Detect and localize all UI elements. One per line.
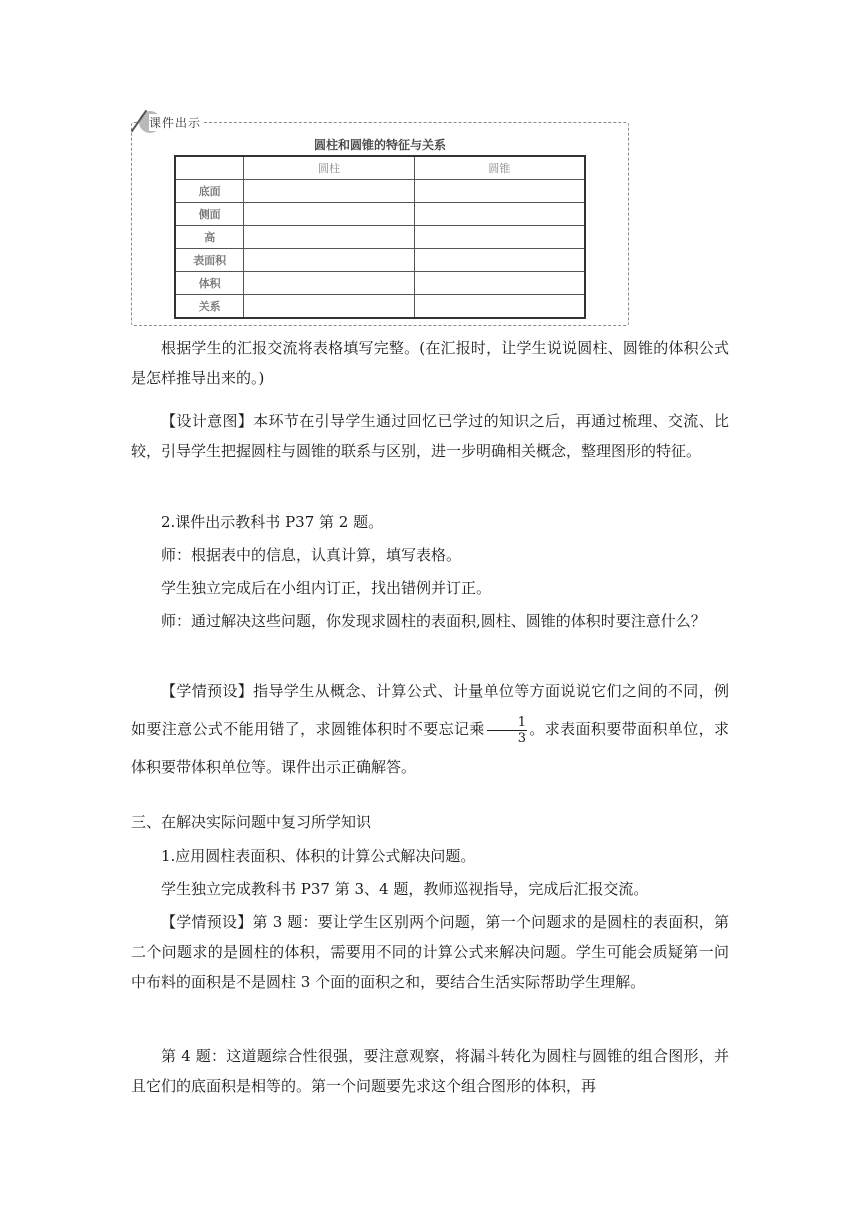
table-row <box>175 203 585 226</box>
table-title: 圆柱和圆锥的特征与关系 <box>313 138 446 152</box>
fraction-numerator: 1 <box>487 715 527 731</box>
paragraph-independent-work: 学生独立完成教科书 P37 第 3、4 题，教师巡视指导，完成后汇报交流。 <box>161 880 649 898</box>
paragraph-teacher-2: 师：通过解决这些问题，你发现求圆柱的表面积,圆柱、圆锥的体积时要注意什么？ <box>161 612 706 630</box>
table-header-cone: 圆锥 <box>414 156 585 180</box>
table-cell <box>414 249 585 272</box>
table-row <box>175 180 585 203</box>
table-cell <box>244 249 414 272</box>
table-row <box>175 249 585 272</box>
fraction-one-third <box>487 715 527 746</box>
paragraph-design-intent: 【设计意图】本环节在引导学生通过回忆已学过的知识之后，再通过梳理、交流、比较，引导学生把握圆柱与圆锥的联系与区别，进一步明确相关概念，整理图形的特征。 <box>131 412 729 460</box>
row-label-height: 高 <box>175 226 244 249</box>
table-header-blank <box>175 156 244 180</box>
table-cell <box>244 203 414 226</box>
table-cell <box>244 180 414 203</box>
row-label-base: 底面 <box>175 180 244 203</box>
courseware-tag <box>134 106 214 136</box>
table-row <box>175 226 585 249</box>
table-row <box>175 272 585 295</box>
paragraph-fill-table: 根据学生的汇报交流将表格填写完整。(在汇报时，让学生说说圆柱、圆锥的体积公式是怎样推导出来的。) <box>131 339 729 387</box>
row-label-surface-area: 表面积 <box>175 249 244 272</box>
table-cell <box>244 272 414 295</box>
paragraph-teacher-1: 师：根据表中的信息，认真计算，填写表格。 <box>161 546 462 564</box>
paragraph-question-4: 第 4 题：这道题综合性很强，要注意观察，将漏斗转化为圆柱与圆锥的组合图形，并且它们的底面积是相等的。第一个问题要先求这个组合图形的体积，再 <box>131 1047 729 1095</box>
table-row <box>175 295 585 319</box>
fraction-denominator: 3 <box>517 730 527 746</box>
section-heading-3: 三、在解决实际问题中复习所学知识 <box>131 813 372 831</box>
table-cell <box>414 295 585 319</box>
preset-1-text-before: 【学情预设】指导学生从概念、计算公式、计量单位等方面说说它们之间的不同，例如要注意公式不能用错了，求圆锥体积时不要忘记乘 <box>131 682 729 738</box>
table-cell <box>244 226 414 249</box>
table-header-cylinder: 圆柱 <box>244 156 414 180</box>
row-label-volume: 体积 <box>175 272 244 295</box>
paragraph-learning-preset-2: 【学情预设】第 3 题：要让学生区别两个问题，第一个问题求的是圆柱的表面积，第二个问题求的是圆柱的体积，需要用不同的计算公式来解决问题。学生可能会质疑第一问中布料的面积是不是圆柱 3 个面的面积之和，要结合生活实际帮助学生理解。 <box>131 913 729 991</box>
table-cell <box>414 203 585 226</box>
table-header-row <box>175 156 585 180</box>
preset-1-text-after: 。求表面积要带面积单位，求体积要带体积单位等。课件出示正确解答。 <box>131 720 729 776</box>
paragraph-courseware-2: 2.课件出示教科书 P37 第 2 题。 <box>161 513 384 531</box>
feature-table <box>174 155 586 319</box>
paragraph-learning-preset-1 <box>131 672 729 786</box>
row-label-side: 侧面 <box>175 203 244 226</box>
table-cell <box>414 180 585 203</box>
table-cell <box>414 226 585 249</box>
table-cell <box>414 272 585 295</box>
row-label-relation: 关系 <box>175 295 244 319</box>
table-cell <box>244 295 414 319</box>
courseware-tag-label: 课件出示 <box>149 114 204 131</box>
paragraph-apply-formula: 1.应用圆柱表面积、体积的计算公式解决问题。 <box>161 847 476 865</box>
paragraph-students-correct: 学生独立完成后在小组内订正，找出错例并订正。 <box>161 579 492 597</box>
